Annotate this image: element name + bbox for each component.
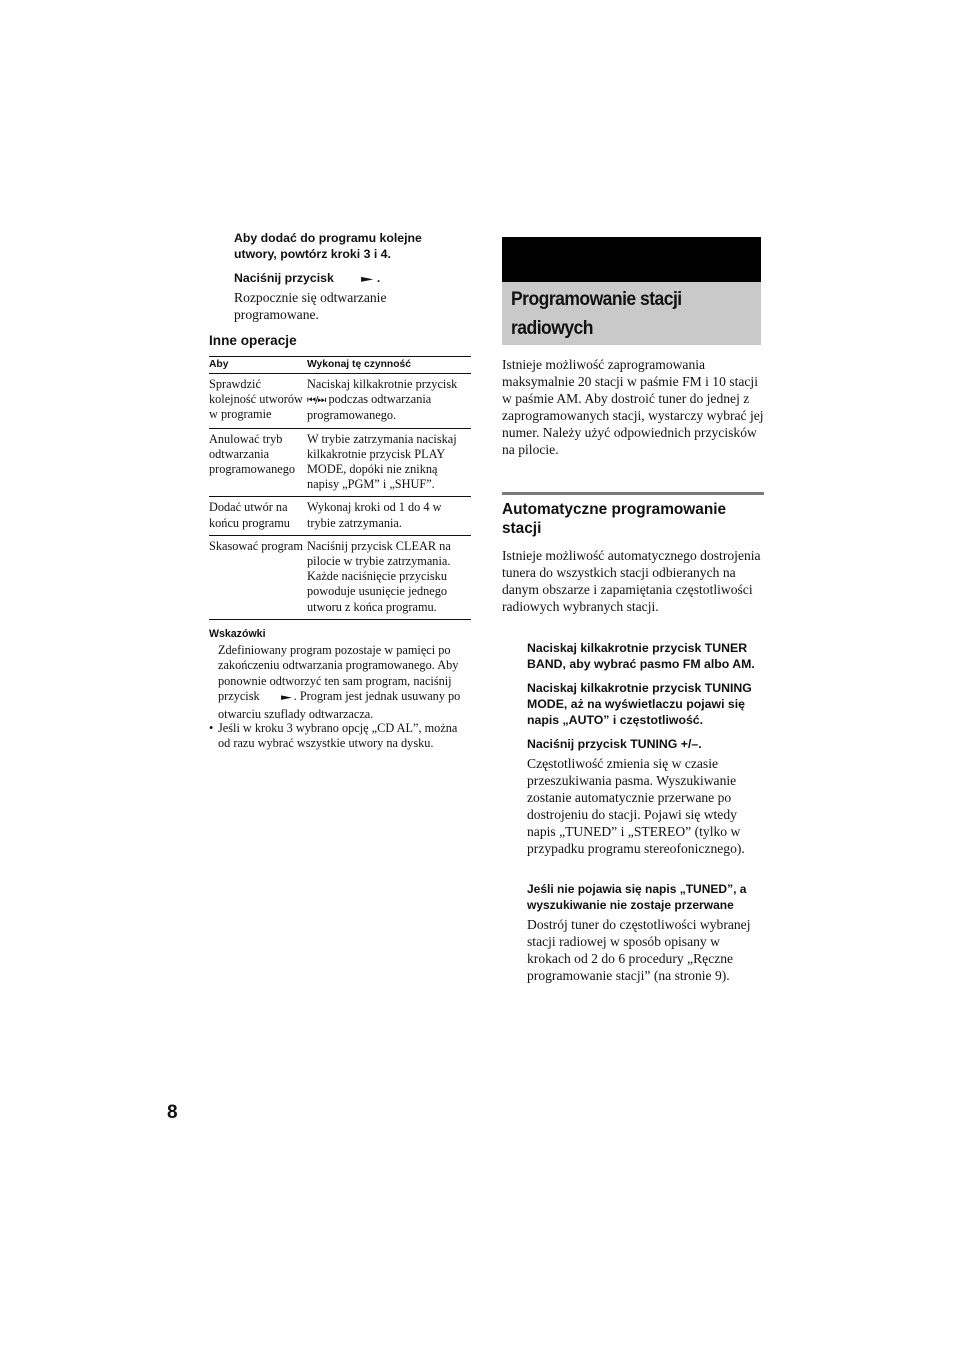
row-action-suffix: podczas odtwarzania programowanego. [307, 392, 432, 423]
auto-intro-text: Istnieje możliwość automatycznego dostrojenia tunera do wszystkich stacji odbieranych na danym obszarze i zapamiętania częstotliwości radiowych wybranych stacji. [502, 548, 761, 614]
row-aim: Dodać utwór na końcu programu [209, 497, 307, 535]
table-header-action: Wykonaj tę czynność [307, 357, 471, 374]
row-action [307, 374, 471, 429]
step-3: Naciśnij przycisk TUNING +/–. [527, 737, 702, 751]
table-row [209, 428, 471, 497]
play-icon: ► [280, 693, 292, 704]
tip-1 [218, 643, 470, 722]
play-icon: ► [361, 274, 374, 285]
row-action: W trybie zatrzymania naciskaj kilkakrotnie przycisk PLAY MODE, dopóki nie znikną napisy „PGM” i „SHUF”. [307, 428, 471, 497]
other-ops-heading: Inne operacje [209, 333, 297, 348]
step-2: Naciskaj kilkakrotnie przycisk TUNING MODE, aż na wyświetlaczu pojawi się napis „AUTO” i częstotliwość. [527, 681, 752, 727]
step-add-tracks: Aby dodać do programu kolejne utwory, powtórz kroki 3 i 4. [234, 231, 422, 261]
row-action: Wykonaj kroki od 1 do 4 w trybie zatrzymania. [307, 497, 471, 535]
row-action: Naciśnij przycisk CLEAR na pilocie w trybie zatrzymania. Każde naciśnięcie przycisku powoduje usunięcie jednego utworu z końca programu. [307, 535, 471, 619]
note-heading: Jeśli nie pojawia się napis „TUNED”, a wyszukiwanie nie zostaje przerwane [527, 882, 747, 912]
step-press-play [234, 270, 464, 288]
row-aim: Skasować program [209, 535, 307, 619]
page-number: 8 [167, 1102, 178, 1123]
note-text: Dostrój tuner do częstotliwości wybranej stacji radiowej w sposób opisany w krokach od 2 do 6 procedury „Ręczne programowanie stacji” (na stronie 9). [527, 917, 751, 983]
title-box [502, 282, 761, 345]
row-aim: Anulować tryb odtwarzania programowanego [209, 428, 307, 497]
row-aim: Sprawdzić kolejność utworów w programie [209, 374, 307, 429]
step-press-label: Naciśnij przycisk [234, 271, 334, 285]
prev-next-icon: ⏮/⏭ [307, 395, 326, 407]
tip-2: Jeśli w kroku 3 wybrano opcję „CD AL”, można od razu wybrać wszystkie utwory na dysku. [218, 721, 458, 751]
tip-1-a: Zdefiniowany program pozostaje w pamięci po zakończeniu odtwarzania programowanego. Aby ponownie odtworzyć ten sam program, naciśnij przycisk [218, 643, 459, 704]
step-1: Naciskaj kilkakrotnie przycisk TUNER BAND, aby wybrać pasmo FM albo AM. [527, 641, 755, 671]
tips-heading: Wskazówki [209, 628, 266, 640]
step-press-tail: . [376, 271, 381, 285]
tip-1-b: . Program jest jednak usuwany po otwarciu szuflady odtwarzacza. [218, 689, 461, 721]
row-action-prefix: Naciskaj kilkakrotnie przycisk [307, 377, 458, 391]
intro-text: Istnieje możliwość zaprogramowania maksymalnie 20 stacji w paśmie FM i 10 stacji w paśmie AM. Aby dostroić tuner do jednej z zaprogramowanych stacji, wystarczy wybrać jej numer. Należy użyć odpowiednich przycisków na pilocie. [502, 357, 764, 457]
step-3-text: Częstotliwość zmienia się w czasie przeszukiwania pasma. Wyszukiwanie zostanie automatycznie przerwane po dostrojeniu do stacji. Pojawi się wtedy napis „TUNED” i „STEREO” (tylko w przypadku programu stereofonicznego). [527, 756, 745, 856]
play-start-text: Rozpocznie się odtwarzanie programowane. [234, 290, 387, 322]
table-header-aim: Aby [209, 357, 307, 374]
bullet-icon: • [209, 721, 214, 735]
operations-table [209, 356, 471, 620]
table-row [209, 374, 471, 429]
subsection-title: Automatyczne programowanie stacji [502, 501, 727, 537]
title-band [502, 237, 761, 282]
table-row [209, 535, 471, 619]
section-rule [502, 492, 764, 495]
table-row [209, 497, 471, 535]
section-title: Programowanie stacji radiowych [511, 288, 682, 339]
